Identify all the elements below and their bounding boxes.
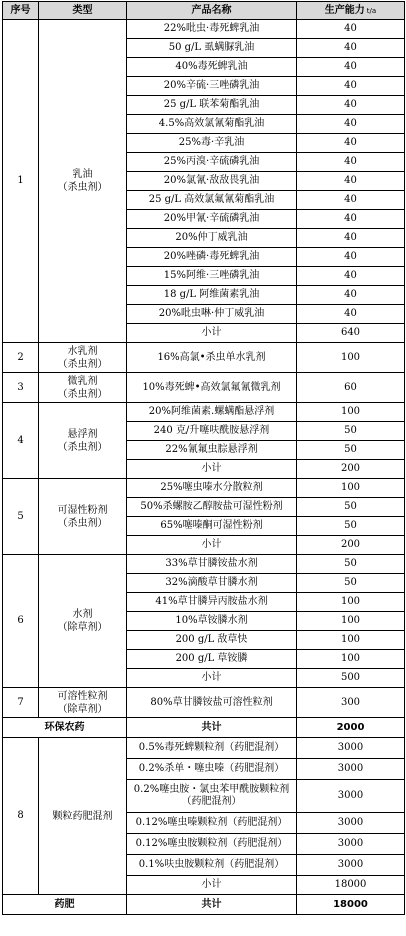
product-name-cell: 65%噻嗪酮可湿性粉剂 xyxy=(127,517,297,536)
capacity-cell: 40 xyxy=(297,248,405,267)
product-name-cell: 32%滴酸草甘膦水剂 xyxy=(127,574,297,593)
total-category: 药肥 xyxy=(3,895,127,915)
product-name-cell: 25%噻虫嗪水分散粒剂 xyxy=(127,479,297,498)
table-row xyxy=(3,373,405,403)
product-name-cell: 20%甲氰·辛硫磷乳油 xyxy=(127,210,297,229)
capacity-cell: 3000 xyxy=(297,780,405,813)
header-seq: 序号 xyxy=(3,2,39,20)
category-subtype: （杀虫剂） xyxy=(57,441,108,453)
total-label: 共计 xyxy=(127,718,297,738)
capacity-cell: 40 xyxy=(297,172,405,191)
capacity-cell: 40 xyxy=(297,77,405,96)
product-name-cell: 20%吡虫啉·仲丁威乳油 xyxy=(127,305,297,324)
header-type: 类型 xyxy=(39,2,127,20)
product-name-cell: 18 g/L 阿维菌素乳油 xyxy=(127,286,297,305)
total-value: 2000 xyxy=(297,718,405,738)
product-name-cell: 0.2%杀单・噻虫嗪（药肥混剂） xyxy=(127,759,297,780)
capacity-cell: 60 xyxy=(297,373,405,403)
product-name-cell: 16%高氯•杀虫单水乳剂 xyxy=(127,343,297,373)
table-row xyxy=(3,343,405,373)
category-name: 微乳剂 xyxy=(67,375,98,387)
sequence-cell: 1 xyxy=(3,20,39,343)
sequence-cell: 5 xyxy=(3,479,39,555)
capacity-cell: 40 xyxy=(297,210,405,229)
total-row xyxy=(3,895,405,915)
category-name: 可湿性粉剂 xyxy=(57,504,108,516)
product-name-cell: 25 g/L 联苯菊酯乳油 xyxy=(127,96,297,115)
subtotal-label: 小计 xyxy=(127,669,297,688)
product-name-cell: 20%唑磷·毒死蜱乳油 xyxy=(127,248,297,267)
capacity-cell: 40 xyxy=(297,191,405,210)
product-name-cell: 0.2%噻虫胺・氯虫苯甲酰胺颗粒剂（药肥混剂） xyxy=(127,780,297,813)
capacity-cell: 40 xyxy=(297,58,405,77)
capacity-cell: 3000 xyxy=(297,855,405,876)
category-name: 乳油 xyxy=(72,169,93,180)
subtotal-label: 小计 xyxy=(127,324,297,343)
subtotal-label: 小计 xyxy=(127,876,297,895)
total-category: 环保农药 xyxy=(3,718,127,738)
capacity-cell: 3000 xyxy=(297,834,405,855)
product-name-cell: 40%毒死蜱乳油 xyxy=(127,58,297,77)
category-subtype: （除草剂） xyxy=(57,703,108,715)
subtotal-value: 200 xyxy=(297,460,405,479)
category-cell xyxy=(39,373,127,403)
product-name-cell: 25%毒·辛乳油 xyxy=(127,134,297,153)
table-row xyxy=(3,688,405,718)
table-row xyxy=(3,479,405,498)
category-subtype: （杀虫剂） xyxy=(57,182,108,193)
table-row xyxy=(3,738,405,759)
category-name: 可溶性粒剂 xyxy=(57,690,108,702)
category-cell xyxy=(39,343,127,373)
product-name-cell: 20%阿维菌素.螺螨酯悬浮剂 xyxy=(127,403,297,422)
category-name: 水剂 xyxy=(72,609,93,620)
total-row xyxy=(3,718,405,738)
product-name-cell: 20%辛硫·三唑磷乳油 xyxy=(127,77,297,96)
capacity-cell: 40 xyxy=(297,20,405,39)
capacity-cell: 50 xyxy=(297,441,405,460)
product-name-cell: 200 g/L 草铵膦 xyxy=(127,650,297,669)
header-product: 产品名称 xyxy=(127,2,297,20)
header-capacity-unit: t/a xyxy=(366,6,377,15)
category-name: 颗粒药肥混剂 xyxy=(52,810,113,822)
capacity-cell: 100 xyxy=(297,479,405,498)
table-body xyxy=(3,20,405,915)
capacity-cell: 100 xyxy=(297,593,405,612)
capacity-cell: 50 xyxy=(297,555,405,574)
category-subtype: （除草剂） xyxy=(57,622,108,633)
category-cell xyxy=(39,479,127,555)
total-label: 共计 xyxy=(127,895,297,915)
product-name-cell: 50 g/L 虱螨脲乳油 xyxy=(127,39,297,58)
product-name-cell: 41%草甘膦异丙胺盐水剂 xyxy=(127,593,297,612)
category-cell xyxy=(39,403,127,479)
total-value: 18000 xyxy=(297,895,405,915)
capacity-cell: 40 xyxy=(297,153,405,172)
category-name: 悬浮剂 xyxy=(67,428,98,440)
table-header-row xyxy=(3,2,405,20)
category-name: 水乳剂 xyxy=(67,345,98,357)
capacity-cell: 50 xyxy=(297,422,405,441)
product-name-cell: 0.1%呋虫胺颗粒剂（药肥混剂） xyxy=(127,855,297,876)
capacity-cell: 100 xyxy=(297,631,405,650)
category-subtype: （杀虫剂） xyxy=(57,388,108,400)
table-row xyxy=(3,555,405,574)
capacity-cell: 3000 xyxy=(297,813,405,834)
sequence-cell: 7 xyxy=(3,688,39,718)
product-name-cell: 22%氰氟虫腙悬浮剂 xyxy=(127,441,297,460)
product-name-cell: 4.5%高效氯氰菊酯乳油 xyxy=(127,115,297,134)
product-name-cell: 80%草甘膦铵盐可溶性粒剂 xyxy=(127,688,297,718)
capacity-cell: 3000 xyxy=(297,759,405,780)
capacity-cell: 3000 xyxy=(297,738,405,759)
capacity-cell: 40 xyxy=(297,305,405,324)
category-cell xyxy=(39,738,127,895)
capacity-cell: 40 xyxy=(297,267,405,286)
capacity-cell: 40 xyxy=(297,134,405,153)
product-name-cell: 10%草铵膦水剂 xyxy=(127,612,297,631)
product-name-cell: 0.12%噻虫胺颗粒剂（药肥混剂） xyxy=(127,834,297,855)
capacity-cell: 40 xyxy=(297,229,405,248)
capacity-cell: 100 xyxy=(297,403,405,422)
capacity-cell: 100 xyxy=(297,343,405,373)
category-cell xyxy=(39,20,127,343)
product-name-cell: 0.5%毒死蜱颗粒剂（药肥混剂） xyxy=(127,738,297,759)
capacity-table-container xyxy=(2,1,404,915)
sequence-cell: 4 xyxy=(3,403,39,479)
sequence-cell: 8 xyxy=(3,738,39,895)
sequence-cell: 6 xyxy=(3,555,39,688)
product-name-cell: 0.12%噻虫嗪颗粒剂（药肥混剂） xyxy=(127,813,297,834)
capacity-cell: 50 xyxy=(297,517,405,536)
product-name-cell: 25 g/L 高效氯氟氰菊酯乳油 xyxy=(127,191,297,210)
category-cell xyxy=(39,688,127,718)
capacity-cell: 40 xyxy=(297,115,405,134)
sequence-cell: 3 xyxy=(3,373,39,403)
capacity-cell: 40 xyxy=(297,286,405,305)
product-name-cell: 240 克/升噻呋酰胺悬浮剂 xyxy=(127,422,297,441)
subtotal-label: 小计 xyxy=(127,460,297,479)
table-row xyxy=(3,20,405,39)
product-name-cell: 10%毒死蜱•高效氯氟氰微乳剂 xyxy=(127,373,297,403)
subtotal-value: 640 xyxy=(297,324,405,343)
capacity-cell: 50 xyxy=(297,574,405,593)
subtotal-value: 18000 xyxy=(297,876,405,895)
subtotal-value: 200 xyxy=(297,536,405,555)
product-name-cell: 22%吡虫·毒死蜱乳油 xyxy=(127,20,297,39)
subtotal-label: 小计 xyxy=(127,536,297,555)
product-name-cell: 25%丙溴·辛硫磷乳油 xyxy=(127,153,297,172)
product-name-cell: 200 g/L 敌草快 xyxy=(127,631,297,650)
sequence-cell: 2 xyxy=(3,343,39,373)
table-row xyxy=(3,403,405,422)
capacity-cell: 100 xyxy=(297,650,405,669)
product-name-cell: 15%阿维·三唑磷乳油 xyxy=(127,267,297,286)
capacity-table xyxy=(2,1,405,915)
capacity-cell: 50 xyxy=(297,498,405,517)
category-cell xyxy=(39,555,127,688)
product-name-cell: 20%仲丁威乳油 xyxy=(127,229,297,248)
capacity-cell: 300 xyxy=(297,688,405,718)
capacity-cell: 40 xyxy=(297,96,405,115)
product-name-cell: 33%草甘膦铵盐水剂 xyxy=(127,555,297,574)
capacity-cell: 40 xyxy=(297,39,405,58)
subtotal-value: 500 xyxy=(297,669,405,688)
product-name-cell: 50%杀螺胺乙醇胺盐可湿性粉剂 xyxy=(127,498,297,517)
header-capacity xyxy=(297,2,405,20)
product-name-cell: 20%氯氰·敌敌畏乳油 xyxy=(127,172,297,191)
capacity-cell: 100 xyxy=(297,612,405,631)
header-capacity-label: 生产能力 xyxy=(324,4,365,16)
category-subtype: （杀虫剂） xyxy=(57,517,108,529)
category-subtype: （杀虫剂） xyxy=(57,358,108,370)
